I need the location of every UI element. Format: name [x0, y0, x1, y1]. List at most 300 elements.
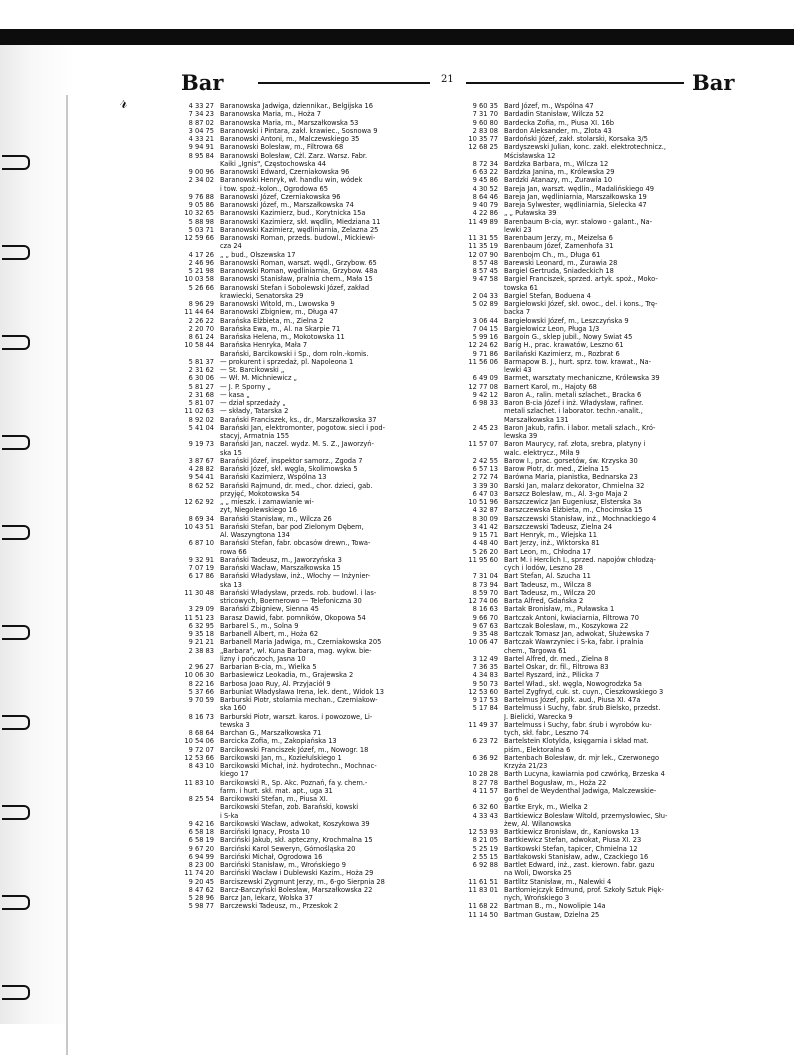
- binding-ring: [2, 155, 30, 170]
- entry-text: lewki 43: [504, 366, 532, 374]
- entry-text: Bart Leon, m., Chłodna 17: [504, 547, 591, 556]
- phone-number: 9 71 86: [472, 349, 498, 358]
- page-number: 21: [441, 74, 454, 85]
- phone-number: 11 74 20: [184, 869, 214, 878]
- directory-entry: [458, 473, 740, 481]
- entry-text: — kasa „: [220, 390, 250, 399]
- phone-number: [174, 581, 220, 589]
- phone-number: 6 23 72: [472, 737, 498, 746]
- directory-entry: [458, 160, 740, 168]
- entry-text: nych, Wrońskiego 3: [504, 894, 570, 902]
- binding-ring: [2, 715, 30, 730]
- directory-entry: [458, 259, 740, 267]
- directory-entry: [458, 341, 740, 349]
- directory-entry: [174, 482, 446, 490]
- phone-number: 2 96 27: [188, 663, 214, 671]
- phone-number: 5 26 66: [188, 283, 214, 292]
- phone-number: 3 87 67: [188, 456, 214, 465]
- directory-entry: [174, 638, 446, 646]
- directory-entry: [174, 589, 446, 597]
- directory-entry: [174, 671, 446, 679]
- directory-entry: [174, 688, 446, 696]
- directory-entry: [174, 531, 446, 539]
- directory-entry: [174, 894, 446, 902]
- phone-number: 9 35 48: [472, 630, 498, 638]
- phone-number: 7 36 35: [472, 663, 498, 671]
- phone-number: [458, 647, 504, 655]
- phone-number: [458, 729, 504, 737]
- entry-text: Barenbaum B-cia, wyr. stalowo - galant., Na-: [504, 217, 653, 226]
- directory-entry: [458, 688, 740, 696]
- directory-entry: [458, 482, 740, 490]
- phone-number: 5 26 20: [472, 547, 498, 556]
- directory-entry: [458, 110, 740, 118]
- directory-entry: [458, 622, 740, 630]
- entry-text: Baron B-cia Józef i inż. Władysław, rafiner.: [504, 399, 644, 407]
- directory-entry: [458, 308, 740, 316]
- entry-text: Bartlet Edward, inż., zast. kierown. fabr. gazu: [504, 861, 655, 869]
- phone-number: [458, 407, 504, 415]
- phone-number: 2 31 62: [188, 366, 214, 374]
- directory-entry: [174, 853, 446, 861]
- directory-entry: [458, 853, 740, 861]
- entry-text: „Barbara", wł. Kuna Barbara, mag. wykw. bie-: [220, 646, 372, 655]
- entry-text: Barnert Karol, m., Hajoty 68: [504, 382, 597, 391]
- phone-number: [174, 812, 220, 820]
- phone-number: 11 35 19: [468, 242, 498, 251]
- phone-number: 9 42 16: [188, 819, 214, 828]
- entry-text: Barański Rajmund, dr. med., chor. dzieci, gab.: [220, 481, 373, 490]
- entry-text: Bartman B., m., Nowolipie 14a: [504, 902, 606, 911]
- directory-entry: [174, 861, 446, 869]
- directory-entry: [174, 647, 446, 655]
- phone-number: [458, 432, 504, 440]
- entry-text: Bart Jerzy, inż., Wiktorska 81: [504, 539, 600, 548]
- phone-number: 4 22 86: [472, 209, 498, 218]
- phone-number: 11 56 06: [468, 357, 498, 366]
- directory-entry: [174, 432, 446, 440]
- directory-entry: [458, 647, 740, 655]
- directory-entry: [458, 861, 740, 869]
- running-header-left: Bar: [181, 70, 224, 95]
- phone-number: [458, 762, 504, 770]
- entry-text: — dział sprzedaży „: [220, 399, 286, 407]
- entry-text: Baron A., ralin. metali szlachet., Bracka 6: [504, 390, 642, 399]
- directory-entry: [458, 638, 740, 646]
- directory-entry: [174, 754, 446, 762]
- directory-entry: [174, 209, 446, 217]
- entry-text: Bargiel Gertruda, Śniadeckich 18: [504, 267, 614, 275]
- phone-number: [174, 449, 220, 457]
- entry-text: Bartel Ryszard, inż., Pilicka 7: [504, 671, 600, 680]
- phone-number: 9 94 91: [188, 143, 214, 152]
- entry-text: Barcikowski Wacław, adwokat, Koszykowa 39: [220, 819, 370, 828]
- phone-number: 9 67 63: [472, 621, 498, 630]
- phone-number: 10 06 30: [184, 671, 214, 680]
- entry-text: — J. P. Sporny „: [220, 382, 271, 391]
- directory-entry: [174, 218, 446, 226]
- phone-number: 8 23 00: [188, 861, 214, 869]
- entry-text: Al. Waszyngtona 134: [220, 531, 290, 539]
- entry-text: Bartelstein Klotylda, księgarnia i skład mat.: [504, 737, 649, 746]
- directory-entry: [174, 350, 446, 358]
- entry-text: Barcz Jan, lekarz, Wolska 37: [220, 894, 313, 902]
- phone-number: [174, 531, 220, 539]
- directory-entry: [174, 680, 446, 688]
- directory-entry: [174, 325, 446, 333]
- phone-number: 2 20 70: [188, 324, 214, 333]
- directory-entry: [174, 152, 446, 160]
- entry-text: Bartak Bronisław, m., Puławska 1: [504, 605, 615, 614]
- directory-entry: [458, 416, 740, 424]
- phone-number: [174, 242, 220, 250]
- phone-number: [458, 152, 504, 160]
- directory-entry: [174, 383, 446, 391]
- phone-number: [174, 803, 220, 811]
- directory-entry: [174, 605, 446, 613]
- entry-text: ska 15: [220, 448, 242, 457]
- directory-entry: [458, 325, 740, 333]
- phone-number: 9 32 91: [188, 555, 214, 564]
- directory-entry: [174, 366, 446, 374]
- entry-text: Barański Kazimierz, Wspólna 13: [220, 473, 327, 482]
- entry-text: Krzyża 21/23: [504, 762, 548, 770]
- entry-text: Bargiełowski Józef, m., Leszczyńska 9: [504, 316, 629, 325]
- directory-entry: [458, 539, 740, 547]
- entry-text: Barczewski Tadeusz, m., Przeskok 2: [220, 902, 339, 911]
- entry-text: Barbuniat Władysława Irena, lek. dent., Widok 13: [220, 687, 384, 696]
- phone-number: 10 58 44: [184, 341, 214, 350]
- phone-number: 11 51 23: [184, 613, 214, 622]
- phone-number: 4 17 26: [188, 250, 214, 259]
- entry-text: Barciszewski Zygmunt Jerzy, m., 6-go Sierpnia 28: [220, 877, 385, 886]
- directory-entry: [174, 374, 446, 382]
- directory-entry: [458, 729, 740, 737]
- entry-text: Bartke Eryk, m., Wielka 2: [504, 803, 588, 812]
- directory-entry: [458, 506, 740, 514]
- directory-entry: [174, 506, 446, 514]
- directory-entry: [174, 407, 446, 415]
- directory-entry: [458, 119, 740, 127]
- phone-number: 5 17 84: [472, 704, 498, 713]
- directory-entry: [174, 498, 446, 506]
- phone-number: 5 03 71: [188, 225, 214, 234]
- entry-text: na Woli, Dworska 25: [504, 869, 572, 878]
- entry-text: Barcikowski R., Sp. Akc. Poznań, fa y. chem.-: [220, 778, 368, 787]
- directory-entry: [458, 820, 740, 828]
- phone-number: 9 60 80: [472, 118, 498, 127]
- phone-number: [458, 564, 504, 572]
- entry-text: Barszczewska Elżbieta, m., Chocimska 15: [504, 506, 643, 515]
- entry-text: Bartenbach Bolesław, dr. mjr lek., Czerwonego: [504, 753, 660, 762]
- phone-number: 12 07 90: [468, 250, 498, 259]
- entry-text: Barcikowski Stefan, m., Piusa XI.: [220, 795, 328, 803]
- entry-text: Barański Stanisław, m., Wilcza 26: [220, 514, 332, 523]
- directory-entry: [458, 762, 740, 770]
- phone-number: [174, 292, 220, 300]
- entry-text: Baranowska Maria, m., Hoża 7: [220, 110, 322, 119]
- directory-entry: [174, 465, 446, 473]
- directory-entry: [458, 135, 740, 143]
- directory-entry: [458, 564, 740, 572]
- entry-text: Barilański Kazimierz, m., Rozbrat 6: [504, 349, 620, 358]
- directory-entry: [174, 820, 446, 828]
- phone-number: 6 32 95: [188, 621, 214, 630]
- entry-text: Bartelmuss i Suchy, fabr. śrub Bielsko, przedst.: [504, 704, 661, 713]
- entry-text: piśm., Elektoralna 6: [504, 745, 571, 754]
- phone-number: 11 30 48: [184, 588, 214, 597]
- entry-text: Barański Zbigniew, Sienna 45: [220, 605, 319, 614]
- phone-number: 8 16 73: [188, 712, 214, 721]
- entry-text: Bartman Gustaw, Dzielna 25: [504, 910, 600, 919]
- entry-text: Barańska Henryka, Mała 7: [220, 341, 308, 350]
- directory-entry: [458, 185, 740, 193]
- directory-entry: [458, 374, 740, 382]
- entry-text: Bartkowski Stefan, tapicer, Chmielna 12: [504, 844, 638, 853]
- entry-text: „ „ mieszk. i zamawianie wi-: [220, 498, 314, 506]
- entry-text: Barenbojm Ch., m., Długa 61: [504, 250, 601, 259]
- directory-entry: [174, 185, 446, 193]
- directory-entry: [174, 902, 446, 910]
- entry-text: Baron Maurycy, raf. złota, srebra, platyny i: [504, 440, 646, 449]
- phone-number: 9 00 96: [188, 168, 214, 176]
- entry-text: Bardon Aleksander, m., Złota 43: [504, 126, 612, 135]
- directory-entry: [458, 902, 740, 910]
- phone-number: [174, 185, 220, 193]
- phone-number: [174, 160, 220, 168]
- directory-entry: [174, 803, 446, 811]
- directory-entry: [458, 490, 740, 498]
- entry-text: Barański Stefan, fabr. obcasów drewn., Towa-: [220, 539, 371, 548]
- entry-text: Baranowski Kazimierz, wędliniarnia, Żelazna 25: [220, 225, 379, 234]
- phone-number: 12 59 66: [184, 234, 214, 242]
- phone-number: 5 21 98: [188, 267, 214, 275]
- entry-text: kiego 17: [220, 770, 249, 779]
- entry-text: „ „ Puławska 39: [504, 209, 557, 218]
- phone-number: [458, 308, 504, 316]
- phone-number: 9 21 21: [188, 638, 214, 647]
- entry-text: Barciński Stanisław, m., Wrońskiego 9: [220, 861, 347, 869]
- phone-number: 8 57 48: [472, 258, 498, 267]
- directory-entry: [174, 663, 446, 671]
- entry-text: Baron Jakub, rafin. i labor. metali szlach., Kró-: [504, 423, 656, 432]
- directory-entry: [174, 845, 446, 853]
- phone-number: 6 49 09: [472, 374, 498, 383]
- phone-number: 8 95 84: [188, 151, 214, 160]
- directory-entry: [174, 168, 446, 176]
- entry-text: Baranowski Antoni, m., Malczewskiego 35: [220, 135, 360, 143]
- phone-number: 2 83 08: [472, 126, 498, 135]
- entry-text: Bartczak Antoni, kwiaciarnia, Filtrowa 70: [504, 613, 639, 622]
- directory-entry: [458, 787, 740, 795]
- phone-number: 7 04 15: [472, 324, 498, 333]
- entry-text: Barciński Karol Seweryn, Górnośląska 20: [220, 844, 356, 853]
- phone-number: [458, 226, 504, 234]
- directory-entry: [458, 704, 740, 712]
- entry-text: walc. elektrycz., Miła 9: [504, 448, 580, 457]
- phone-number: 10 35 77: [468, 135, 498, 143]
- entry-text: — składy, Tatarska 2: [220, 407, 289, 416]
- directory-entry: [458, 605, 740, 613]
- directory-entry: [174, 160, 446, 168]
- directory-entry: [174, 696, 446, 704]
- directory-entry: [174, 259, 446, 267]
- phone-number: 4 48 40: [472, 539, 498, 548]
- directory-entry: [458, 696, 740, 704]
- entry-text: lizny i pończoch, Jasna 10: [220, 654, 306, 663]
- phone-number: 9 72 07: [188, 745, 214, 754]
- phone-number: 11 95 60: [468, 555, 498, 564]
- entry-text: Barewski Leonard, m., Żurawia 28: [504, 258, 618, 267]
- entry-text: Barański Jan, naczel. wydz. M. S. Z., Jaworzyń-: [220, 440, 374, 449]
- directory-entry: [458, 127, 740, 135]
- entry-text: Bareja Jan, wędliniarnia, Marszałkowska 19: [504, 192, 647, 201]
- directory-entry: [458, 845, 740, 853]
- entry-text: Bargiel Stefan, Boduena 4: [504, 291, 591, 300]
- directory-entry: [458, 828, 740, 836]
- phone-number: 9 54 41: [188, 473, 214, 482]
- phone-number: 2 72 74: [472, 473, 498, 482]
- directory-entry: [458, 746, 740, 754]
- entry-text: Bart Tadeusz, m., Wilcza 20: [504, 588, 596, 597]
- entry-text: J. Bielicki, Warecka 9: [504, 712, 573, 721]
- entry-text: Baranowski Henryk, wł. handlu win, wódek: [220, 176, 363, 185]
- entry-text: Bargiel Franciszek, sprzed. artyk. spoż., Moko-: [504, 275, 658, 284]
- phone-number: 7 31 04: [472, 572, 498, 581]
- directory-entry: [174, 176, 446, 184]
- directory-entry: [174, 713, 446, 721]
- directory-entry: [458, 350, 740, 358]
- directory-entry: [174, 234, 446, 242]
- entry-text: Barański Wacław, Marszałkowska 15: [220, 564, 341, 572]
- phone-number: [174, 350, 220, 358]
- directory-entry: [458, 399, 740, 407]
- phone-number: 6 47 03: [472, 489, 498, 498]
- directory-entry: [174, 564, 446, 572]
- phone-number: 9 17 53: [472, 696, 498, 704]
- phone-number: 2 26 22: [188, 316, 214, 325]
- phone-number: 11 31 55: [468, 234, 498, 242]
- phone-number: 8 69 34: [188, 514, 214, 523]
- phone-number: 5 81 37: [188, 357, 214, 366]
- phone-number: 12 53 60: [468, 687, 498, 696]
- directory-entry: [174, 828, 446, 836]
- phone-number: 11 44 64: [184, 308, 214, 317]
- binding-ring: [2, 895, 30, 910]
- directory-entry: [174, 770, 446, 778]
- binding-ring: [2, 525, 30, 540]
- directory-entry: [458, 226, 740, 234]
- phone-number: 4 30 52: [472, 184, 498, 193]
- entry-text: Barta Alfred, Gdańska 2: [504, 597, 584, 605]
- phone-number: 10 06 47: [468, 638, 498, 647]
- entry-text: Bartel Zygfryd, cuk. st. cuyn., Cieszkowskiego 3: [504, 687, 664, 696]
- entry-text: Baranowska Jadwiga, dziennikar., Belgijska 16: [220, 102, 373, 110]
- directory-entry: [174, 358, 446, 366]
- phone-number: 4 33 27: [188, 102, 214, 110]
- entry-text: Bargoin G., sklep jubil., Nowy Świat 45: [504, 333, 633, 341]
- directory-entry: [174, 523, 446, 531]
- entry-text: Bartłakowski Stanisław, adw., Czackiego 16: [504, 852, 649, 861]
- entry-text: lewki 23: [504, 225, 532, 234]
- entry-text: Barth Lucyna, kawiarnia pod czwórką, Brzeska 4: [504, 770, 665, 779]
- header-rule-right: [466, 82, 684, 84]
- entry-text: Barszczewicz Jan Eugeniusz, Elsterska 3a: [504, 498, 642, 506]
- entry-text: Baranowski Witold, m., Lwowska 9: [220, 300, 335, 308]
- directory-entry: [174, 746, 446, 754]
- phone-number: 12 53 93: [468, 828, 498, 836]
- phone-number: 12 68 25: [468, 143, 498, 152]
- entry-text: chem., Targowa 61: [504, 646, 567, 655]
- phone-number: 5 98 77: [188, 902, 214, 911]
- phone-number: 8 59 70: [472, 588, 498, 597]
- phone-number: 2 38 83: [188, 646, 214, 655]
- phone-number: 5 99 16: [472, 333, 498, 341]
- entry-text: Baranowski Zbigniew, m., Długa 47: [220, 308, 338, 317]
- entry-text: Barański Franciszek, ks., dr., Marszałkowska 37: [220, 415, 377, 424]
- phone-number: [458, 746, 504, 754]
- phone-number: 8 72 34: [472, 159, 498, 168]
- entry-text: Bareja Jan, warszt. wędlin., Madalińskiego 49: [504, 184, 654, 193]
- directory-entry: [174, 440, 446, 448]
- binding-ring: [2, 335, 30, 350]
- directory-entry: [458, 663, 740, 671]
- entry-text: Bartel Wład., skł. węgla, Nowogrodzka 5a: [504, 679, 642, 688]
- entry-text: Barszczewski Stanisław, inż., Mochnackiego 4: [504, 514, 657, 523]
- directory-entry: [174, 424, 446, 432]
- entry-text: krawiecki, Senatorska 29: [220, 291, 304, 300]
- phone-number: 5 37 66: [188, 687, 214, 696]
- entry-text: Barańska Elżbieta, m., Zielna 2: [220, 316, 324, 325]
- directory-entry: [458, 251, 740, 259]
- phone-number: 8 68 64: [188, 729, 214, 737]
- directory-entry: [458, 770, 740, 778]
- entry-text: „ „ bud., Olszewska 17: [220, 250, 296, 259]
- directory-entry: [174, 655, 446, 663]
- directory-entry: [174, 193, 446, 201]
- entry-text: lewska 39: [504, 432, 538, 440]
- directory-entry: [458, 779, 740, 787]
- directory-entry: [174, 267, 446, 275]
- phone-number: 6 32 60: [472, 803, 498, 812]
- running-header-right: Bar: [692, 70, 735, 95]
- phone-number: 10 54 06: [184, 737, 214, 746]
- directory-entry: [174, 127, 446, 135]
- entry-text: Barański, Barcikowski i Sp., dom roln.-komis.: [220, 349, 369, 358]
- phone-number: 8 87 02: [188, 118, 214, 127]
- directory-entry: [458, 737, 740, 745]
- phone-number: 6 63 22: [472, 168, 498, 176]
- directory-entry: [458, 869, 740, 877]
- entry-text: Bartel Oskar, dr. fil., Filtrowa 83: [504, 663, 609, 671]
- phone-number: [458, 449, 504, 457]
- phone-number: 8 47 62: [188, 885, 214, 894]
- phone-number: 11 49 89: [468, 217, 498, 226]
- entry-text: Bartel Alfred, dr. med., Zielna 8: [504, 654, 609, 663]
- directory-entry: [174, 581, 446, 589]
- entry-text: Barański Józef, skł. węgla, Skolimowska 5: [220, 465, 358, 473]
- entry-text: Bargiełowicz Leon, Pługa 1/3: [504, 324, 600, 333]
- phone-number: 11 83 10: [184, 778, 214, 787]
- entry-text: Barenbaum Józef, Zamenhofa 31: [504, 242, 614, 251]
- phone-number: [174, 597, 220, 605]
- entry-text: Barmapow B. J., hurt. sprz. tow. krawat., Na-: [504, 357, 652, 366]
- directory-entry: [458, 894, 740, 902]
- phone-number: [458, 820, 504, 828]
- directory-entry: [458, 630, 740, 638]
- directory-entry: [458, 440, 740, 448]
- directory-entry: [458, 267, 740, 275]
